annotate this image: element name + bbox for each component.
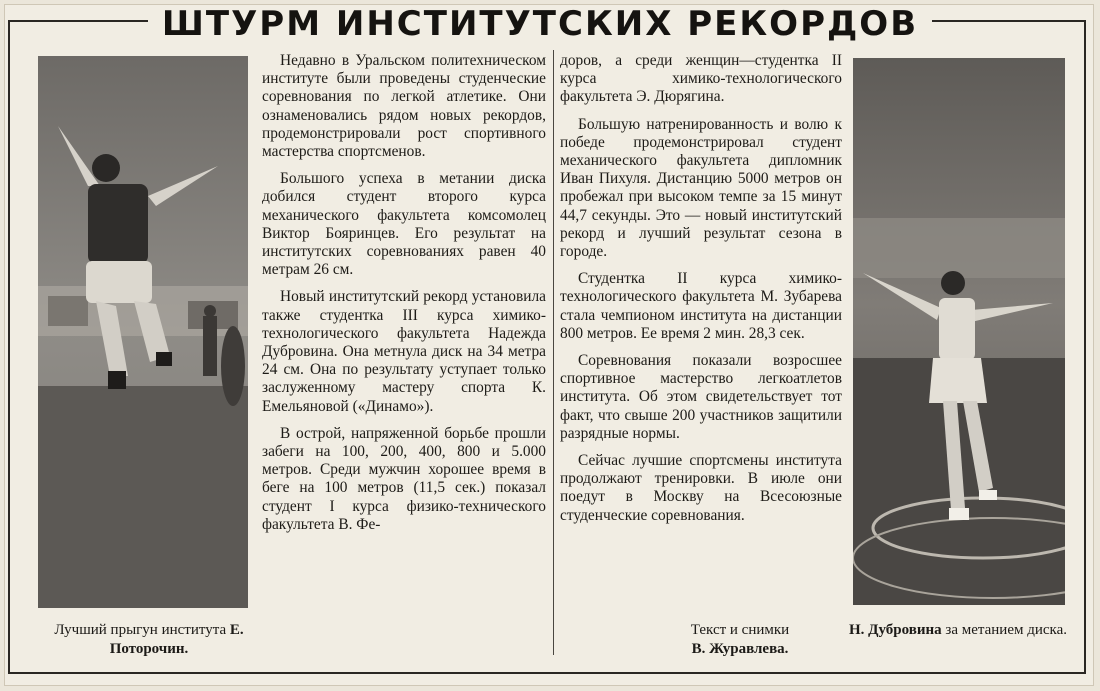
frame-rule-top-left [8,20,148,22]
article-paragraph: Соревнования показали возросшее спортивное мастерство легкоатлетов института. Об этом свидетельствует тот факт, что свыше 200 участников защитили разрядные нормы. [560,352,842,442]
discus-thrower-photo [853,58,1065,605]
article-paragraph: Студентка II курса химико-технологического факультета М. Зубарева стала чемпионом института на дистанции 800 метров. Ее время 2 мин. 28,3 сек. [560,270,842,342]
article-paragraph: Новый институтский рекорд установила также студентка III курса химико-технологического факультета Надежда Дубровина. Она метнула диск на 34 метра 24 см. Она по результату уступает только заслуженному мастеру спорта К. Емельяновой («Динамо»). [262,288,546,415]
article-paragraph: Большого успеха в метании диска добился студент второго курса механического факультета комсомолец Виктор Бояринцев. Его результат на институтских соревнованиях равен 40 метрам 26 см. [262,170,546,279]
article-column-right [560,52,842,525]
frame-rule-bottom [8,672,1086,674]
caption-name: Е. Поторочин. [109,622,244,657]
frame-rule-top-right [932,20,1084,22]
author-credit [640,621,840,659]
caption-text: Лучший прыгун института [54,622,230,638]
credit-author: В. Журавлева. [691,641,789,657]
caption-text: за метанием диска. [941,622,1068,638]
frame-rule-left [8,20,10,672]
column-divider [553,50,554,655]
photo-caption-left [44,621,254,659]
article-paragraph: Большую натренированность и волю к победе продемонстрировал студент механического факультета дипломник Иван Пихуля. Дистанцию 5000 метров он пробежал при высоком темпе за 15 минут 44,7 секунды. Это — новый институтский рекорд и лучший результат сезона в городе. [560,115,842,261]
article-paragraph: Недавно в Уральском политехническом институте были проведены студенческие соревнования по легкой атлетике. Они ознаменовались рядом новых рекордов, продемонстрировали рост спортивного мастерства спортсменов. [262,52,546,161]
photo-caption-right [848,621,1068,640]
headline: ШТУРМ ИНСТИТУТСКИХ РЕКОРДОВ [161,4,919,44]
high-jumper-image [38,56,248,608]
discus-thrower-image [853,58,1065,605]
credit-line: Текст и снимки [690,622,790,638]
article-paragraph: Сейчас лучшие спортсмены института продолжают тренировки. В июле они поедут в Москву на Всесоюзные студенческие соревнования. [560,452,842,524]
article-paragraph: В острой, напряженной борьбе прошли забеги на 100, 200, 400, 800 и 5.000 метров. Среди мужчин хорошее время в беге на 100 метров (11,5 сек.) показал студент I курса физико-технического факультета В. Фе- [262,424,546,533]
article-paragraph: доров, а среди женщин—студентка II курса химико-технологического факультета Э. Дюрягина. [560,52,842,106]
caption-name: Н. Дубровина [848,622,942,638]
high-jumper-photo [38,56,248,608]
article-column-left [262,52,546,534]
frame-rule-right [1084,20,1086,672]
